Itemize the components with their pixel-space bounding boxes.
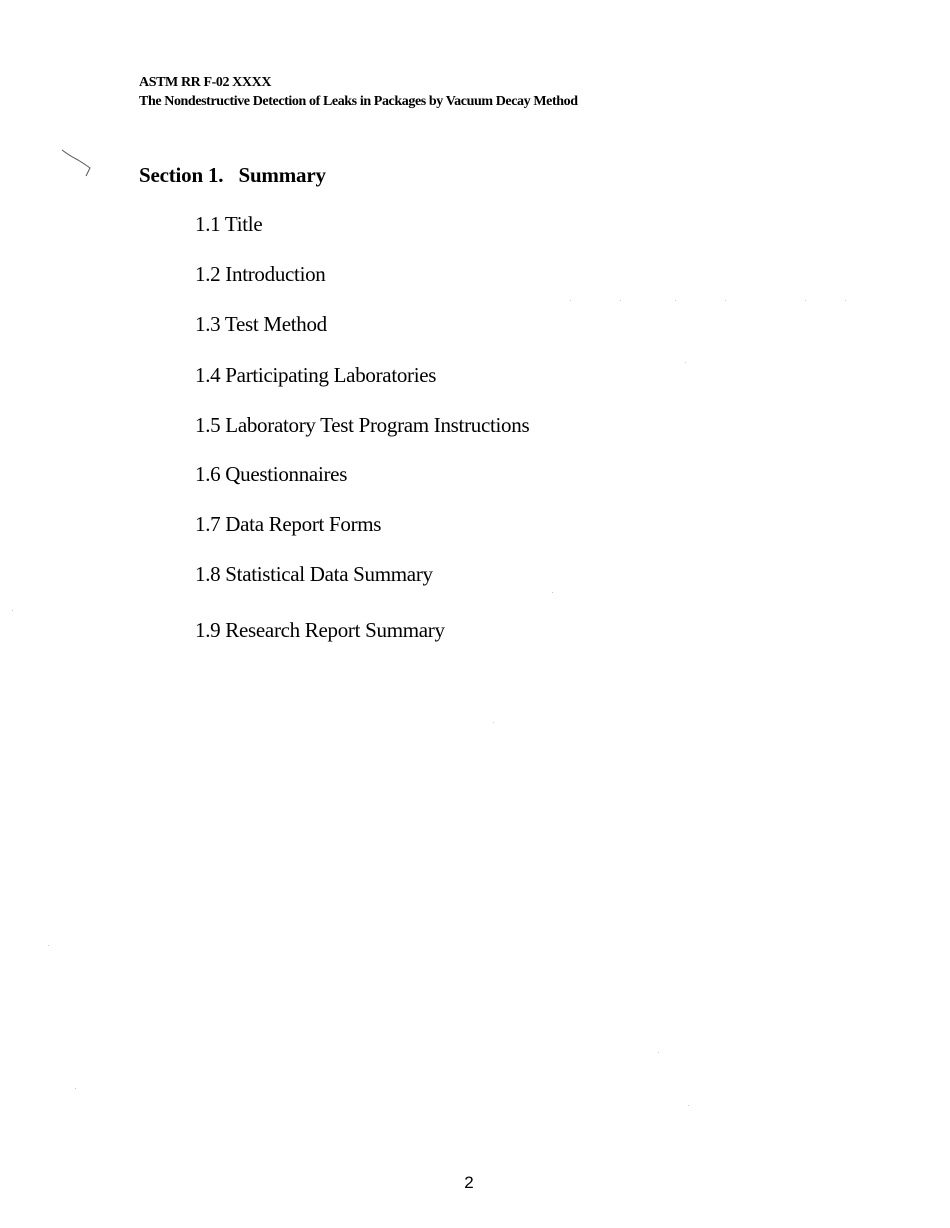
scan-speck xyxy=(620,300,621,301)
scan-speck xyxy=(725,300,726,301)
toc-item-test-method: 1.3 Test Method xyxy=(195,312,327,336)
document-header xyxy=(139,73,578,111)
scan-speck xyxy=(12,610,13,611)
toc-item-introduction: 1.2 Introduction xyxy=(195,262,326,286)
toc-item-questionnaires: 1.6 Questionnaires xyxy=(195,462,348,486)
document-id: ASTM RR F-02 XXXX xyxy=(139,75,272,90)
scan-speck xyxy=(552,592,553,593)
scan-speck xyxy=(685,362,686,363)
scan-speck xyxy=(48,945,49,946)
toc-item-test-program-instructions: 1.5 Laboratory Test Program Instructions xyxy=(195,413,530,437)
scan-speck xyxy=(75,1088,76,1089)
page-number: 2 xyxy=(464,1173,474,1192)
toc-item-title: 1.1 Title xyxy=(195,212,263,236)
toc-item-research-report-summary: 1.9 Research Report Summary xyxy=(195,618,445,642)
scan-speck xyxy=(658,1052,659,1053)
document-title: The Nondestructive Detection of Leaks in Packages by Vacuum Decay Method xyxy=(139,94,578,109)
scan-speck xyxy=(805,300,806,301)
scan-speck xyxy=(493,722,494,723)
scan-speck xyxy=(570,300,571,301)
scan-speck xyxy=(675,300,676,301)
section-heading: Section 1. Summary xyxy=(139,163,326,187)
toc-item-participating-laboratories: 1.4 Participating Laboratories xyxy=(195,363,437,387)
pen-mark-icon xyxy=(60,148,96,178)
scan-speck xyxy=(845,300,846,301)
toc-item-data-report-forms: 1.7 Data Report Forms xyxy=(195,512,382,536)
scan-speck xyxy=(688,1105,689,1106)
toc-item-statistical-data-summary: 1.8 Statistical Data Summary xyxy=(195,562,433,586)
